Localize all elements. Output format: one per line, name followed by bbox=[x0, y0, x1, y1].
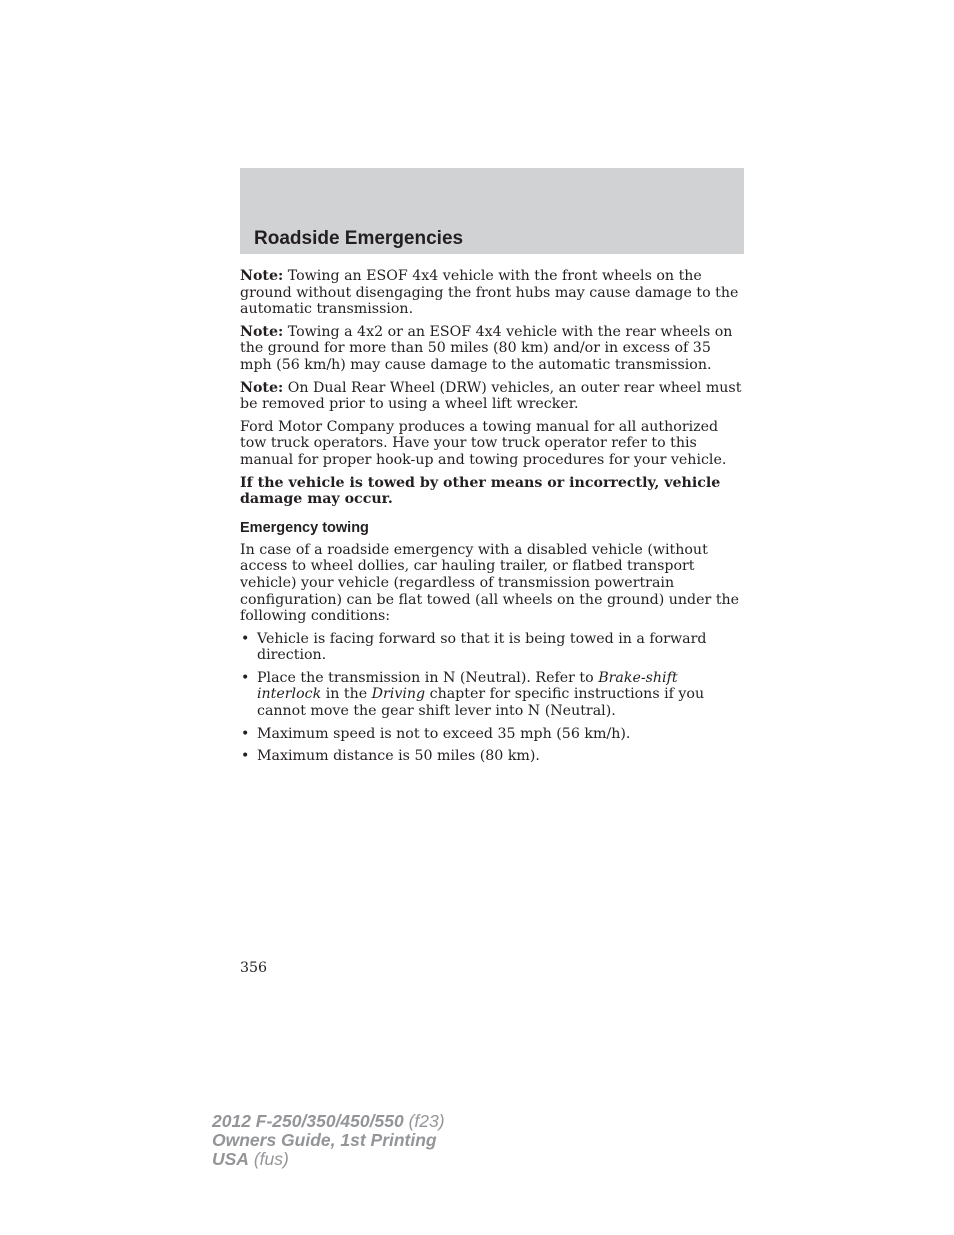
bullet-icon: • bbox=[241, 669, 250, 686]
section-title: Roadside Emergencies bbox=[254, 228, 464, 249]
cross-reference-chapter: Driving bbox=[371, 686, 426, 703]
footer-market-code: (fus) bbox=[248, 1149, 289, 1169]
footer-model-code: (f23) bbox=[403, 1111, 445, 1131]
footer-model: 2012 F-250/350/450/550 bbox=[212, 1111, 404, 1131]
bullet-icon: • bbox=[241, 748, 250, 765]
damage-warning bbox=[240, 475, 746, 508]
list-item-text: Maximum speed is not to exceed 35 mph (56 km/h). bbox=[257, 725, 631, 742]
section-header-band bbox=[240, 168, 744, 254]
note-paragraph bbox=[240, 380, 746, 413]
note-paragraph bbox=[240, 268, 746, 318]
list-item-text: Vehicle is facing forward so that it is being towed in a forward direction. bbox=[257, 630, 707, 664]
damage-warning-text: If the vehicle is towed by other means or incorrectly, vehicle damage may occur. bbox=[240, 474, 721, 508]
cross-reference-topic: Brake-shift interlock bbox=[257, 669, 678, 703]
emergency-towing-heading: Emergency towing bbox=[240, 519, 369, 536]
list-item-text: Maximum distance is 50 miles (80 km). bbox=[257, 748, 540, 765]
bullet-icon: • bbox=[241, 630, 250, 647]
page-content bbox=[240, 268, 746, 771]
footer-line bbox=[212, 1150, 445, 1169]
footer-market: USA bbox=[212, 1149, 249, 1169]
list-item bbox=[240, 726, 746, 743]
list-item-text-part: in the bbox=[321, 686, 372, 703]
note-paragraph bbox=[240, 324, 746, 374]
towing-manual-paragraph: Ford Motor Company produces a towing manual for all authorized tow truck operators. Have your tow truck operator refer to this manual for proper hook-up and towing procedures for your vehicle. bbox=[240, 418, 727, 468]
footer-line: Owners Guide, 1st Printing bbox=[212, 1130, 437, 1150]
bullet-icon: • bbox=[241, 725, 250, 742]
list-item-text-part: chapter for specific instructions if you cannot move the gear shift lever into N (Neutral). bbox=[257, 686, 705, 720]
list-item bbox=[240, 631, 746, 664]
note-label: Note: bbox=[240, 323, 284, 340]
note-label: Note: bbox=[240, 379, 284, 396]
note-text: Towing a 4x2 or an ESOF 4x4 vehicle with the rear wheels on the ground for more than 50 miles (80 km) and/or in excess of 35 mph (56 km/h) may cause damage to the automatic transmission. bbox=[240, 323, 733, 373]
list-item-text bbox=[257, 670, 704, 719]
note-text: Towing an ESOF 4x4 vehicle with the front wheels on the ground without disengaging the front hubs may cause damage to the automatic transmission. bbox=[240, 268, 739, 318]
list-item bbox=[240, 670, 746, 720]
note-text: On Dual Rear Wheel (DRW) vehicles, an outer rear wheel must be removed prior to using a wheel lift wrecker. bbox=[240, 379, 742, 413]
page-number: 356 bbox=[240, 960, 268, 976]
emergency-towing-intro: In case of a roadside emergency with a disabled vehicle (without access to wheel dollies, car hauling trailer, or flatbed transport vehicle) your vehicle (regardless of transmission powertrain configuration) can be flat towed (all wheels on the ground) under the following conditions: bbox=[240, 541, 740, 625]
conditions-list bbox=[240, 631, 746, 765]
document-footer bbox=[212, 1112, 445, 1169]
note-label: Note: bbox=[240, 268, 284, 284]
list-item bbox=[240, 748, 746, 765]
list-item-text-part: Place the transmission in N (Neutral). Refer to bbox=[257, 669, 599, 686]
footer-line bbox=[212, 1112, 445, 1131]
